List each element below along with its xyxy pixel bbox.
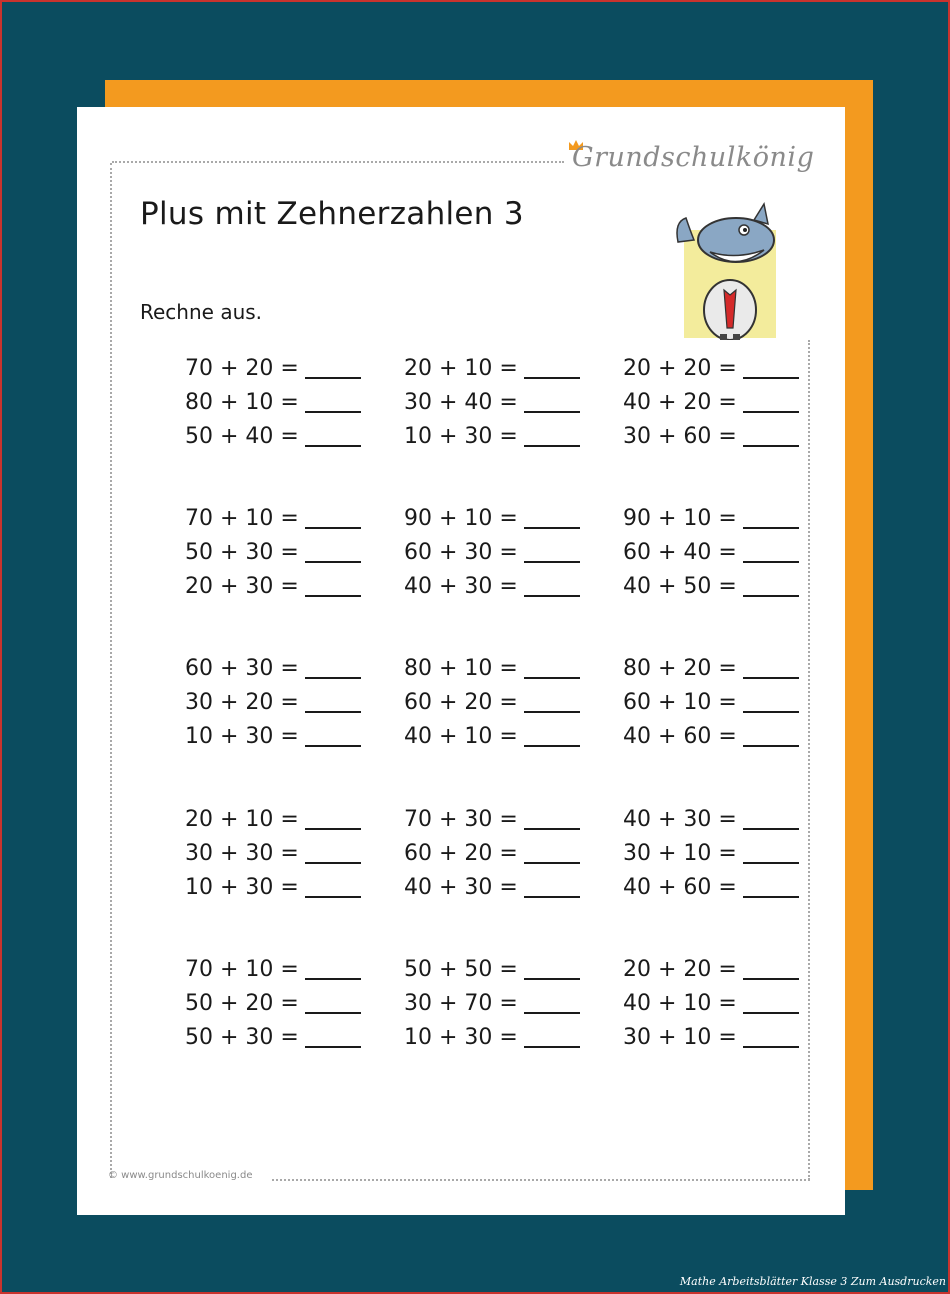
exercise-item — [185, 1023, 361, 1053]
exercise-equation: 80 + 20 = — [623, 656, 737, 681]
shark-mascot-illustration — [664, 200, 784, 340]
answer-blank[interactable] — [743, 541, 799, 563]
answer-blank[interactable] — [743, 808, 799, 830]
exercise-item — [185, 688, 361, 718]
answer-blank[interactable] — [524, 691, 580, 713]
exercise-equation: 50 + 20 = — [185, 991, 299, 1016]
exercise-item — [623, 354, 799, 384]
exercise-equation: 60 + 20 = — [404, 841, 518, 866]
worksheet-title: Plus mit Zehnerzahlen 3 — [140, 196, 524, 232]
exercise-equation: 20 + 20 = — [623, 356, 737, 381]
exercise-equation: 20 + 10 = — [185, 807, 299, 832]
answer-blank[interactable] — [743, 842, 799, 864]
answer-blank[interactable] — [524, 876, 580, 898]
exercise-equation: 30 + 60 = — [623, 424, 737, 449]
exercise-equation: 70 + 20 = — [185, 356, 299, 381]
exercise-item — [623, 805, 799, 835]
exercise-item — [404, 572, 580, 602]
exercise-item — [623, 504, 799, 534]
exercise-item — [404, 839, 580, 869]
answer-blank[interactable] — [305, 541, 361, 563]
exercise-equation: 70 + 10 = — [185, 506, 299, 531]
exercise-equation: 30 + 30 = — [185, 841, 299, 866]
exercise-equation: 40 + 30 = — [404, 875, 518, 900]
exercise-item — [185, 422, 361, 452]
exercise-item — [185, 805, 361, 835]
exercise-equation: 50 + 30 = — [185, 540, 299, 565]
exercise-equation: 40 + 60 = — [623, 724, 737, 749]
image-caption: Mathe Arbeitsblätter Klasse 3 Zum Ausdrucken — [679, 1275, 946, 1288]
exercise-item — [185, 388, 361, 418]
answer-blank[interactable] — [305, 725, 361, 747]
exercise-item — [404, 654, 580, 684]
exercise-equation: 80 + 10 = — [404, 656, 518, 681]
exercise-equation: 40 + 10 = — [623, 991, 737, 1016]
exercise-item — [185, 989, 361, 1019]
exercise-equation: 90 + 10 = — [623, 506, 737, 531]
answer-blank[interactable] — [305, 575, 361, 597]
answer-blank[interactable] — [524, 992, 580, 1014]
exercise-item — [404, 1023, 580, 1053]
answer-blank[interactable] — [743, 992, 799, 1014]
worksheet-instruction: Rechne aus. — [140, 300, 263, 324]
answer-blank[interactable] — [305, 992, 361, 1014]
exercise-equation: 30 + 10 = — [623, 1025, 737, 1050]
exercise-grid — [185, 354, 825, 1064]
exercise-equation: 50 + 40 = — [185, 424, 299, 449]
answer-blank[interactable] — [524, 391, 580, 413]
exercise-item — [185, 504, 361, 534]
answer-blank[interactable] — [524, 507, 580, 529]
answer-blank[interactable] — [743, 1026, 799, 1048]
exercise-equation: 50 + 50 = — [404, 957, 518, 982]
exercise-equation: 10 + 30 = — [404, 424, 518, 449]
exercise-item — [623, 572, 799, 602]
exercise-equation: 60 + 40 = — [623, 540, 737, 565]
exercise-item — [185, 354, 361, 384]
answer-blank[interactable] — [524, 357, 580, 379]
exercise-item — [623, 422, 799, 452]
brand-logo: Grundschulkönig — [572, 142, 815, 173]
answer-blank[interactable] — [743, 391, 799, 413]
exercise-equation: 70 + 10 = — [185, 957, 299, 982]
exercise-item — [404, 538, 580, 568]
exercise-equation: 40 + 30 = — [404, 574, 518, 599]
exercise-equation: 40 + 10 = — [404, 724, 518, 749]
answer-blank[interactable] — [743, 958, 799, 980]
answer-blank[interactable] — [743, 691, 799, 713]
exercise-item — [185, 955, 361, 985]
exercise-item — [404, 354, 580, 384]
answer-blank[interactable] — [524, 842, 580, 864]
exercise-equation: 20 + 20 = — [623, 957, 737, 982]
answer-blank[interactable] — [743, 575, 799, 597]
answer-blank[interactable] — [305, 657, 361, 679]
exercise-item — [623, 654, 799, 684]
answer-blank[interactable] — [305, 391, 361, 413]
exercise-equation: 40 + 20 = — [623, 390, 737, 415]
answer-blank[interactable] — [524, 1026, 580, 1048]
answer-blank[interactable] — [305, 1026, 361, 1048]
answer-blank[interactable] — [524, 425, 580, 447]
exercise-item — [623, 873, 799, 903]
exercise-item — [623, 989, 799, 1019]
answer-blank[interactable] — [743, 657, 799, 679]
answer-blank[interactable] — [524, 575, 580, 597]
footer-copyright: © www.grundschulkoenig.de — [108, 1170, 253, 1181]
exercise-equation: 60 + 30 = — [404, 540, 518, 565]
answer-blank[interactable] — [524, 725, 580, 747]
exercise-item — [185, 839, 361, 869]
answer-blank[interactable] — [743, 725, 799, 747]
exercise-equation: 30 + 40 = — [404, 390, 518, 415]
exercise-equation: 50 + 30 = — [185, 1025, 299, 1050]
answer-blank[interactable] — [524, 958, 580, 980]
exercise-item — [623, 722, 799, 752]
exercise-equation: 40 + 30 = — [623, 807, 737, 832]
answer-blank[interactable] — [305, 808, 361, 830]
answer-blank[interactable] — [305, 357, 361, 379]
exercise-equation: 40 + 60 = — [623, 875, 737, 900]
exercise-item — [404, 422, 580, 452]
exercise-equation: 20 + 30 = — [185, 574, 299, 599]
answer-blank[interactable] — [305, 842, 361, 864]
answer-blank[interactable] — [305, 691, 361, 713]
exercise-item — [404, 955, 580, 985]
exercise-equation: 60 + 10 = — [623, 690, 737, 715]
exercise-item — [404, 989, 580, 1019]
exercise-item — [185, 873, 361, 903]
answer-blank[interactable] — [305, 958, 361, 980]
exercise-item — [623, 1023, 799, 1053]
answer-blank[interactable] — [524, 808, 580, 830]
exercise-item — [404, 388, 580, 418]
dotted-border-top — [112, 161, 564, 163]
exercise-equation: 30 + 10 = — [623, 841, 737, 866]
exercise-equation: 10 + 30 = — [404, 1025, 518, 1050]
answer-blank[interactable] — [743, 357, 799, 379]
answer-blank[interactable] — [743, 876, 799, 898]
exercise-equation: 70 + 30 = — [404, 807, 518, 832]
exercise-item — [623, 388, 799, 418]
exercise-item — [185, 722, 361, 752]
exercise-equation: 10 + 30 = — [185, 724, 299, 749]
exercise-item — [623, 955, 799, 985]
answer-blank[interactable] — [524, 657, 580, 679]
exercise-item — [404, 722, 580, 752]
exercise-item — [404, 873, 580, 903]
answer-blank[interactable] — [305, 425, 361, 447]
answer-blank[interactable] — [743, 425, 799, 447]
exercise-equation: 60 + 20 = — [404, 690, 518, 715]
dotted-border-bottom — [272, 1179, 810, 1181]
answer-blank[interactable] — [524, 541, 580, 563]
exercise-equation: 30 + 70 = — [404, 991, 518, 1016]
exercise-item — [404, 504, 580, 534]
exercise-item — [623, 839, 799, 869]
exercise-equation: 60 + 30 = — [185, 656, 299, 681]
exercise-item — [185, 572, 361, 602]
exercise-item — [185, 654, 361, 684]
exercise-item — [623, 688, 799, 718]
exercise-equation: 90 + 10 = — [404, 506, 518, 531]
answer-blank[interactable] — [743, 507, 799, 529]
exercise-item — [404, 805, 580, 835]
exercise-equation: 80 + 10 = — [185, 390, 299, 415]
dotted-border-left — [110, 163, 112, 1178]
exercise-item — [185, 538, 361, 568]
exercise-equation: 30 + 20 = — [185, 690, 299, 715]
answer-blank[interactable] — [305, 507, 361, 529]
exercise-equation: 40 + 50 = — [623, 574, 737, 599]
answer-blank[interactable] — [305, 876, 361, 898]
exercise-item — [404, 688, 580, 718]
exercise-item — [623, 538, 799, 568]
exercise-equation: 10 + 30 = — [185, 875, 299, 900]
exercise-equation: 20 + 10 = — [404, 356, 518, 381]
